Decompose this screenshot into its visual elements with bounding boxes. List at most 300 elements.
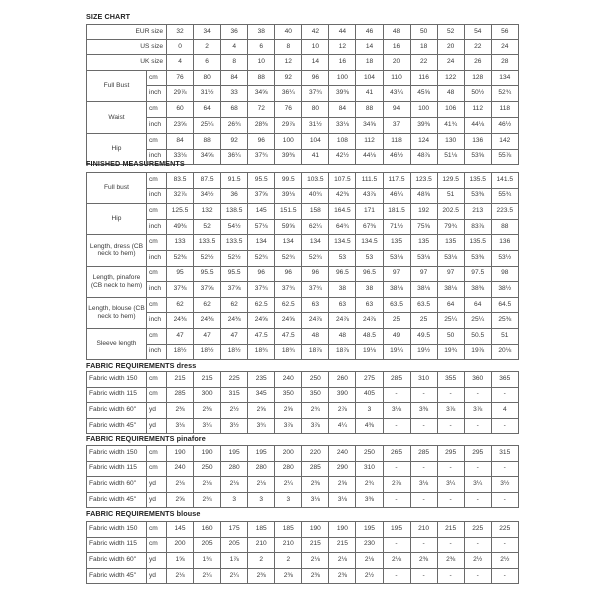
table-cell: 24 xyxy=(437,55,464,70)
table-cell: 36¼ xyxy=(275,86,302,102)
table-cell: 19¾ xyxy=(437,344,464,360)
table-cell: 38 xyxy=(248,25,275,40)
table-cell: 38 xyxy=(356,282,383,298)
table-cell: - xyxy=(491,492,518,508)
table-row xyxy=(87,235,519,251)
table-cell: - xyxy=(437,568,464,584)
table-cell: 185 xyxy=(248,522,275,538)
table-cell: 2⅞ xyxy=(383,477,410,493)
table-cell: 225 xyxy=(464,522,491,538)
table-cell: 19¼ xyxy=(383,344,410,360)
table-cell: 2¼ xyxy=(221,568,248,584)
unit-label: inch xyxy=(147,86,167,102)
table-cell: 39⅜ xyxy=(410,117,437,133)
unit-label: yd xyxy=(147,492,167,508)
table-cell: 96 xyxy=(275,266,302,282)
table-cell: - xyxy=(410,461,437,477)
table-cell: 1⅞ xyxy=(221,553,248,569)
table-cell: 33⅛ xyxy=(167,149,194,165)
table-cell: 18¾ xyxy=(248,344,275,360)
table-cell: 14 xyxy=(302,55,329,70)
table-row xyxy=(87,553,519,569)
table-cell: - xyxy=(410,568,437,584)
table-cell: 96.5 xyxy=(356,266,383,282)
table-cell: 350 xyxy=(275,387,302,403)
table-cell: 6 xyxy=(194,55,221,70)
table-cell: 108 xyxy=(329,133,356,149)
table-cell: 48 xyxy=(302,328,329,344)
table-cell: 0 xyxy=(167,40,194,55)
table-cell: - xyxy=(464,418,491,434)
table-cell: 37¾ xyxy=(302,86,329,102)
group-label: Waist xyxy=(87,102,147,134)
table-cell: 97 xyxy=(383,266,410,282)
table-cell: 62 xyxy=(221,297,248,313)
table-cell: 24⅜ xyxy=(194,313,221,329)
table-cell: 280 xyxy=(248,461,275,477)
table-cell: 3⅛ xyxy=(302,492,329,508)
table-cell: - xyxy=(410,492,437,508)
table-cell: 18⅞ xyxy=(329,344,356,360)
unit-label: yd xyxy=(147,403,167,419)
table-cell: 310 xyxy=(356,461,383,477)
table-cell: 280 xyxy=(221,461,248,477)
table-cell: 295 xyxy=(437,446,464,462)
table-cell: 59⅝ xyxy=(275,219,302,235)
table-cell: 136 xyxy=(464,133,491,149)
table-cell: 135 xyxy=(410,235,437,251)
table-cell: 2⅛ xyxy=(167,568,194,584)
table-cell: 125.5 xyxy=(167,204,194,220)
table-cell: 240 xyxy=(275,372,302,388)
table-cell: 38½ xyxy=(491,282,518,298)
table-cell: 24⅝ xyxy=(275,313,302,329)
table-cell: 2⅝ xyxy=(248,403,275,419)
table-cell: 10 xyxy=(248,55,275,70)
table-cell: - xyxy=(491,461,518,477)
table-cell: 63 xyxy=(356,297,383,313)
row-label: EUR size xyxy=(87,25,167,40)
table-cell: 10 xyxy=(302,40,329,55)
table-cell: 112 xyxy=(464,102,491,118)
table-cell: 33 xyxy=(221,86,248,102)
table-cell: 135.5 xyxy=(464,173,491,189)
table-cell: 230 xyxy=(356,537,383,553)
table-cell: 84 xyxy=(167,133,194,149)
table-cell: 3⅛ xyxy=(329,492,356,508)
table-cell: 2⅛ xyxy=(383,553,410,569)
table-row xyxy=(87,219,519,235)
table-cell: 200 xyxy=(275,446,302,462)
table-cell: 195 xyxy=(221,446,248,462)
table-cell: 135 xyxy=(437,235,464,251)
row-label: Fabric width 45" xyxy=(87,492,147,508)
table-cell: 52½ xyxy=(194,250,221,266)
table-cell: 185 xyxy=(275,522,302,538)
table-cell: 40¾ xyxy=(302,188,329,204)
table-cell: 350 xyxy=(302,387,329,403)
table-cell: 2⅝ xyxy=(275,403,302,419)
table-cell: 2¾ xyxy=(302,403,329,419)
table-cell: 365 xyxy=(491,372,518,388)
table-cell: 2⅛ xyxy=(356,553,383,569)
table-cell: 134 xyxy=(491,70,518,86)
table-cell: 275 xyxy=(356,372,383,388)
fabric-dress-title: FABRIC REQUIREMENTS dress xyxy=(86,361,197,370)
table-cell: 215 xyxy=(437,522,464,538)
table-cell: 2½ xyxy=(356,568,383,584)
table-cell: 64¾ xyxy=(329,219,356,235)
fabric-pinafore-title: FABRIC REQUIREMENTS pinafore xyxy=(86,434,206,443)
unit-label: cm xyxy=(147,446,167,462)
table-cell: 42½ xyxy=(329,149,356,165)
table-cell: 83⅞ xyxy=(464,219,491,235)
table-row xyxy=(87,133,519,149)
table-cell: 210 xyxy=(410,522,437,538)
table-cell: 53 xyxy=(356,250,383,266)
table-cell: 39⅛ xyxy=(275,188,302,204)
table-cell: 151.5 xyxy=(275,204,302,220)
table-cell: - xyxy=(491,418,518,434)
table-cell: 20 xyxy=(383,55,410,70)
table-row xyxy=(87,313,519,329)
row-label: Fabric width 115 xyxy=(87,387,147,403)
table-cell: 25¼ xyxy=(464,313,491,329)
table-cell: 133.5 xyxy=(221,235,248,251)
table-cell: 19⅛ xyxy=(356,344,383,360)
table-row xyxy=(87,537,519,553)
table-cell: 8 xyxy=(221,55,248,70)
table-cell: 160 xyxy=(194,522,221,538)
table-cell: 50½ xyxy=(464,86,491,102)
table-cell: 62.5 xyxy=(275,297,302,313)
table-cell: 158 xyxy=(302,204,329,220)
table-cell: 355 xyxy=(437,372,464,388)
table-cell: 2⅝ xyxy=(167,492,194,508)
table-cell: 95.5 xyxy=(221,266,248,282)
row-label: Fabric width 60" xyxy=(87,553,147,569)
table-cell: 80 xyxy=(302,102,329,118)
table-cell: 63 xyxy=(329,297,356,313)
unit-label: inch xyxy=(147,250,167,266)
table-row xyxy=(87,344,519,360)
table-cell: 190 xyxy=(329,522,356,538)
table-cell: 118 xyxy=(383,133,410,149)
table-cell: - xyxy=(383,568,410,584)
table-cell: 3⅛ xyxy=(167,418,194,434)
table-cell: 260 xyxy=(329,372,356,388)
table-row xyxy=(87,403,519,419)
table-cell: 215 xyxy=(302,537,329,553)
table-row xyxy=(87,372,519,388)
table-cell: 225 xyxy=(491,522,518,538)
table-cell: 2⅞ xyxy=(329,403,356,419)
table-cell: 190 xyxy=(302,522,329,538)
table-cell: 3⅞ xyxy=(275,418,302,434)
table-cell: 47 xyxy=(167,328,194,344)
table-cell: 134.5 xyxy=(356,235,383,251)
table-cell: 202.5 xyxy=(437,204,464,220)
table-cell: 45⅝ xyxy=(410,86,437,102)
table-cell: 36 xyxy=(221,25,248,40)
table-cell: 19⅞ xyxy=(464,344,491,360)
table-cell: - xyxy=(383,492,410,508)
table-cell: 37¾ xyxy=(275,282,302,298)
table-cell: 200 xyxy=(167,537,194,553)
unit-label: inch xyxy=(147,117,167,133)
table-cell: 36 xyxy=(221,188,248,204)
table-cell: 31½ xyxy=(194,86,221,102)
table-cell: 3 xyxy=(275,492,302,508)
table-cell: 36¼ xyxy=(221,149,248,165)
table-cell: 6 xyxy=(248,40,275,55)
table-cell: 145 xyxy=(167,522,194,538)
group-label: Sleeve length xyxy=(87,328,147,359)
table-cell: 19½ xyxy=(410,344,437,360)
table-cell: 12 xyxy=(329,40,356,55)
table-cell: 47 xyxy=(194,328,221,344)
table-cell: 4 xyxy=(221,40,248,55)
table-cell: 40 xyxy=(275,25,302,40)
table-cell: - xyxy=(437,387,464,403)
table-row xyxy=(87,522,519,538)
table-cell: 54 xyxy=(464,25,491,40)
table-cell: 3¼ xyxy=(464,477,491,493)
table-cell: 95 xyxy=(167,266,194,282)
table-cell: 56 xyxy=(491,25,518,40)
unit-label: inch xyxy=(147,313,167,329)
table-cell: 2¾ xyxy=(194,492,221,508)
table-cell: 225 xyxy=(221,372,248,388)
table-cell: 44 xyxy=(329,25,356,40)
table-cell: 72 xyxy=(248,102,275,118)
table-cell: 2⅜ xyxy=(248,568,275,584)
table-cell: 240 xyxy=(329,446,356,462)
table-cell: 44⅛ xyxy=(464,117,491,133)
table-cell: 46¼ xyxy=(383,188,410,204)
table-cell: 96.5 xyxy=(329,266,356,282)
table-cell: 25 xyxy=(410,313,437,329)
table-cell: 48 xyxy=(329,328,356,344)
table-cell: 47 xyxy=(221,328,248,344)
table-cell: 2¼ xyxy=(275,477,302,493)
table-cell: - xyxy=(464,492,491,508)
table-cell: 60 xyxy=(167,102,194,118)
table-cell: 117.5 xyxy=(383,173,410,189)
table-cell: 63 xyxy=(302,297,329,313)
table-cell: - xyxy=(410,537,437,553)
unit-label: cm xyxy=(147,461,167,477)
unit-label: cm xyxy=(147,537,167,553)
table-cell: - xyxy=(464,387,491,403)
table-cell: 37¾ xyxy=(248,149,275,165)
table-cell: 315 xyxy=(491,446,518,462)
table-cell: 67⅜ xyxy=(356,219,383,235)
table-row xyxy=(87,461,519,477)
table-cell: 48⅝ xyxy=(410,188,437,204)
table-cell: 54½ xyxy=(221,219,248,235)
table-cell: 28 xyxy=(491,55,518,70)
table-cell: 2⅜ xyxy=(329,568,356,584)
table-cell: 53⅜ xyxy=(464,188,491,204)
table-cell: 2⅜ xyxy=(275,568,302,584)
table-cell: 95.5 xyxy=(248,173,275,189)
table-row xyxy=(87,446,519,462)
table-cell: - xyxy=(491,387,518,403)
table-cell: 64 xyxy=(437,297,464,313)
table-cell: 63.5 xyxy=(383,297,410,313)
table-cell: - xyxy=(383,461,410,477)
table-cell: 3⅜ xyxy=(410,403,437,419)
table-cell: 138.5 xyxy=(221,204,248,220)
table-cell: 50 xyxy=(410,25,437,40)
group-label: Hip xyxy=(87,133,147,165)
table-cell: 2⅜ xyxy=(410,553,437,569)
table-cell: 76 xyxy=(275,102,302,118)
table-cell: 38 xyxy=(329,282,356,298)
table-cell: 26 xyxy=(464,55,491,70)
unit-label: cm xyxy=(147,372,167,388)
table-cell: 192 xyxy=(410,204,437,220)
table-cell: 223.5 xyxy=(491,204,518,220)
table-cell: 8 xyxy=(275,40,302,55)
table-cell: 250 xyxy=(356,446,383,462)
table-cell: 14 xyxy=(356,40,383,55)
table-cell: 48 xyxy=(383,25,410,40)
table-row xyxy=(87,117,519,133)
table-cell: 64 xyxy=(194,102,221,118)
table-cell: - xyxy=(491,537,518,553)
table-cell: - xyxy=(464,461,491,477)
table-cell: 46½ xyxy=(491,117,518,133)
table-cell: 41 xyxy=(302,149,329,165)
table-cell: 345 xyxy=(248,387,275,403)
table-cell: 23⅝ xyxy=(167,117,194,133)
table-cell: 240 xyxy=(167,461,194,477)
table-cell: 265 xyxy=(383,446,410,462)
table-cell: 195 xyxy=(248,446,275,462)
table-cell: 2½ xyxy=(491,553,518,569)
table-cell: 142 xyxy=(491,133,518,149)
table-cell: 25¼ xyxy=(194,117,221,133)
table-cell: 2 xyxy=(194,40,221,55)
table-cell: 62¼ xyxy=(302,219,329,235)
table-cell: 47.5 xyxy=(248,328,275,344)
row-label: Fabric width 150 xyxy=(87,372,147,388)
fabric-blouse-title: FABRIC REQUIREMENTS blouse xyxy=(86,509,201,518)
table-cell: 24⅞ xyxy=(356,313,383,329)
table-cell: 1¾ xyxy=(194,553,221,569)
table-cell: 52¾ xyxy=(302,250,329,266)
table-row xyxy=(87,188,519,204)
table-cell: 4 xyxy=(167,55,194,70)
table-cell: 195 xyxy=(383,522,410,538)
table-cell: 18½ xyxy=(194,344,221,360)
table-cell: 33⅛ xyxy=(329,117,356,133)
table-cell: 68 xyxy=(221,102,248,118)
table-cell: 210 xyxy=(275,537,302,553)
table-cell: 171 xyxy=(356,204,383,220)
unit-label: cm xyxy=(147,266,167,282)
table-cell: 37⅝ xyxy=(194,282,221,298)
table-cell: 285 xyxy=(302,461,329,477)
table-cell: 64 xyxy=(464,297,491,313)
table-cell: 250 xyxy=(302,372,329,388)
table-cell: 295 xyxy=(464,446,491,462)
table-cell: 285 xyxy=(410,446,437,462)
table-cell: 51 xyxy=(491,328,518,344)
table-cell: 38⅜ xyxy=(464,282,491,298)
table-cell: 132 xyxy=(194,204,221,220)
unit-label: yd xyxy=(147,568,167,584)
table-cell: 53⅝ xyxy=(464,149,491,165)
row-label: Fabric width 45" xyxy=(87,418,147,434)
table-cell: 3¼ xyxy=(194,418,221,434)
table-cell: 57⅛ xyxy=(248,219,275,235)
table-cell: 55⅞ xyxy=(491,149,518,165)
table-cell: 52 xyxy=(194,219,221,235)
table-cell: 37⅜ xyxy=(167,282,194,298)
table-cell: 3½ xyxy=(491,477,518,493)
table-cell: 3⅜ xyxy=(356,492,383,508)
table-cell: 25 xyxy=(383,313,410,329)
group-label: Full Bust xyxy=(87,70,147,102)
table-cell: 62 xyxy=(167,297,194,313)
table-cell: 100 xyxy=(410,102,437,118)
table-cell: 2¼ xyxy=(194,568,221,584)
unit-label: inch xyxy=(147,219,167,235)
table-cell: 34⅝ xyxy=(248,86,275,102)
fabric-blouse-table xyxy=(86,521,519,584)
table-cell: 235 xyxy=(248,372,275,388)
table-cell: 29⅞ xyxy=(275,117,302,133)
table-cell: 205 xyxy=(194,537,221,553)
table-cell: 205 xyxy=(221,537,248,553)
table-row xyxy=(87,70,519,86)
table-cell: 134 xyxy=(248,235,275,251)
unit-label: cm xyxy=(147,173,167,189)
table-cell: 195 xyxy=(356,522,383,538)
table-cell: 2⅝ xyxy=(329,477,356,493)
table-cell: 290 xyxy=(329,461,356,477)
table-cell: 50 xyxy=(437,328,464,344)
table-cell: 24⅜ xyxy=(221,313,248,329)
table-cell: 135 xyxy=(383,235,410,251)
group-label: Length, dress (CB neck to hem) xyxy=(87,235,147,266)
table-cell: 18 xyxy=(356,55,383,70)
table-cell: 92 xyxy=(275,70,302,86)
table-cell: 129.5 xyxy=(437,173,464,189)
table-cell: 96 xyxy=(302,266,329,282)
table-cell: 4¼ xyxy=(329,418,356,434)
table-cell: 24⅞ xyxy=(302,313,329,329)
table-cell: 41¾ xyxy=(437,117,464,133)
table-row xyxy=(87,102,519,118)
table-cell: 79¾ xyxy=(437,219,464,235)
table-cell: 55¾ xyxy=(491,188,518,204)
table-cell: 42 xyxy=(302,25,329,40)
table-cell: - xyxy=(383,537,410,553)
table-cell: 39⅜ xyxy=(275,149,302,165)
table-cell: 53⅛ xyxy=(437,250,464,266)
row-label: Fabric width 115 xyxy=(87,537,147,553)
table-cell: 2 xyxy=(275,553,302,569)
table-cell: 32 xyxy=(167,25,194,40)
table-cell: 37⅝ xyxy=(248,188,275,204)
table-cell: 213 xyxy=(464,204,491,220)
table-cell: 12 xyxy=(275,55,302,70)
table-row xyxy=(87,40,519,55)
